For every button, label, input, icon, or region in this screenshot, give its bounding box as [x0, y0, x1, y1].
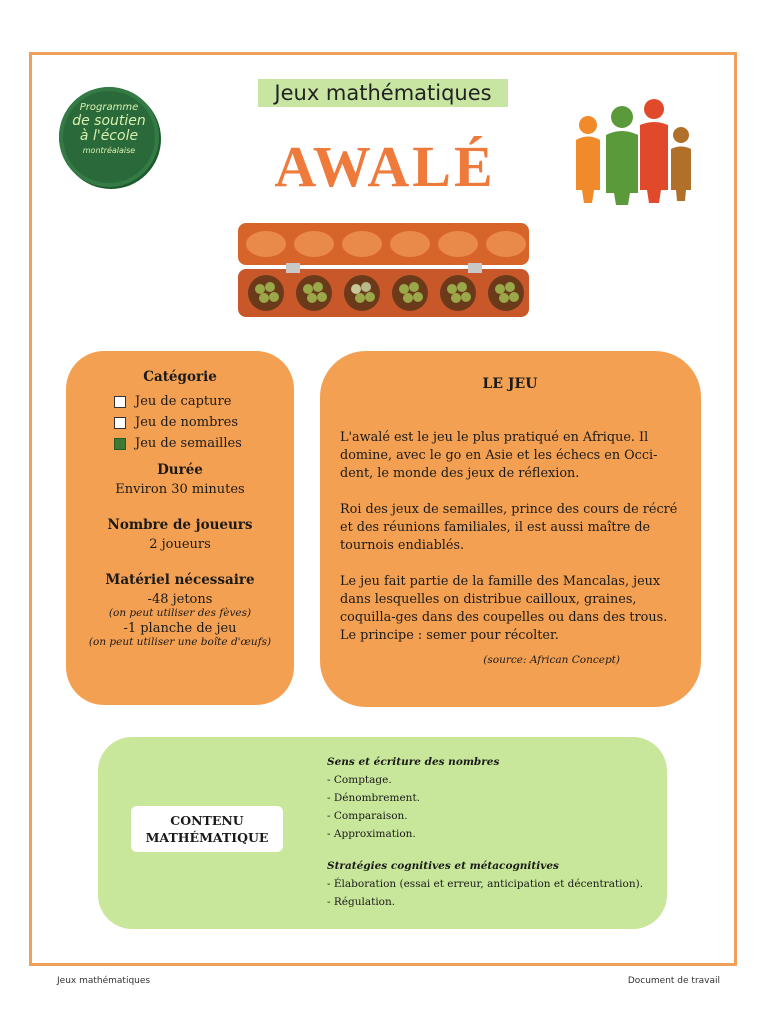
- math-content-label: [131, 806, 283, 852]
- header-label: Jeux mathématiques: [258, 79, 508, 107]
- category-item-nombres: [114, 412, 294, 433]
- footer-left-text: Jeux mathématiques: [57, 976, 151, 986]
- materiel-jetons: -48 jetons: [147, 592, 213, 607]
- logo-line-4: montréalaise: [82, 146, 136, 155]
- categorie-title: Catégorie: [143, 369, 217, 385]
- list-item: - Approximation.: [327, 828, 416, 840]
- people-illustration: [570, 95, 700, 205]
- materiel-planche: -1 planche de jeu: [123, 621, 237, 636]
- math-content-list: [327, 753, 657, 911]
- person-orange-icon: [576, 116, 600, 203]
- category-label: Jeu de capture: [135, 394, 232, 409]
- duree-title: Durée: [157, 462, 203, 478]
- info-panel: [66, 351, 294, 648]
- materiel-jetons-note: (on peut utiliser des fèves): [108, 607, 252, 619]
- list-item: - Élaboration (essai et erreur, anticipation et décentration).: [327, 878, 644, 890]
- category-item-semailles: [114, 433, 294, 454]
- awale-board-image: [236, 217, 531, 323]
- logo-line-1: Programme: [79, 102, 139, 113]
- person-green-icon: [606, 106, 638, 205]
- section-title-nombres: Sens et écriture des nombres: [327, 756, 500, 768]
- list-item: - Régulation.: [327, 896, 396, 908]
- logo-line-3: à l'école: [79, 128, 139, 144]
- description-paragraph-3: Le jeu fait partie de la famille des Mancalas, jeux dans lesquelles on distribue cailloux, graines, coquilla-ges dans des coupelles ou dans des trous. Le principe : semer pour récolter.: [340, 574, 668, 643]
- game-description: [340, 351, 680, 669]
- game-description-title: LE JEU: [482, 376, 538, 392]
- description-paragraph-1: L'awalé est le jeu le plus pratiqué en Afrique. Il domine, avec le go en Asie et les échecs en Occi-dent, le monde des jeux de réflexion.: [340, 430, 658, 481]
- joueurs-value: 2 joueurs: [149, 537, 211, 552]
- person-red-icon: [640, 99, 668, 203]
- checkbox-capture[interactable]: [114, 396, 126, 408]
- section-title-strategies: Stratégies cognitives et métacognitives: [327, 860, 559, 872]
- description-source: (source: African Concept): [483, 654, 620, 666]
- materiel-title: Matériel nécessaire: [105, 572, 255, 588]
- category-list: [114, 391, 294, 454]
- materiel-planche-note: (on peut utiliser une boîte d'œufs): [88, 636, 272, 648]
- duree-value: Environ 30 minutes: [115, 482, 245, 497]
- list-item: - Comptage.: [327, 774, 392, 786]
- description-paragraph-2: Roi des jeux de semailles, prince des cours de récré et des réunions familiales, il est aussi maître de tournois endiablés.: [340, 502, 678, 553]
- logo-line-2: de soutien: [72, 113, 146, 129]
- math-content-label-line2: MATHÉMATIQUE: [145, 830, 269, 845]
- joueurs-title: Nombre de joueurs: [107, 517, 253, 533]
- program-logo: [59, 87, 159, 187]
- list-item: - Dénombrement.: [327, 792, 421, 804]
- list-item: - Comparaison.: [327, 810, 408, 822]
- category-item-capture: [114, 391, 294, 412]
- checkbox-semailles[interactable]: [114, 438, 126, 450]
- checkbox-nombres[interactable]: [114, 417, 126, 429]
- math-content-label-line1: CONTENU: [170, 813, 244, 828]
- person-brown-icon: [671, 127, 691, 201]
- category-label: Jeu de nombres: [135, 415, 238, 430]
- category-label: Jeu de semailles: [135, 436, 242, 451]
- footer-right-text: Document de travail: [627, 976, 720, 986]
- page-title: AWALÉ: [274, 134, 496, 199]
